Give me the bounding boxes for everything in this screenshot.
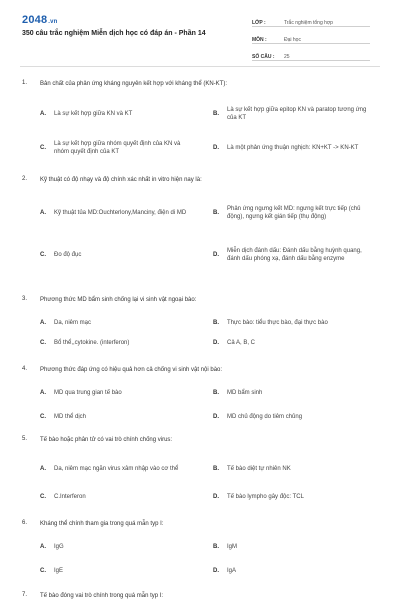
option-d[interactable] [213,134,376,162]
option-text: Đo độ đục [54,251,82,258]
question-text: Tế bào đóng vai trò chính trong quá mẫn typ I: [40,593,164,599]
question-number: 4. [22,366,28,372]
option-text: Da, niêm mạc ngăn virus xâm nhập vào cơ thể [54,465,179,472]
option-letter: D. [213,339,219,346]
option-text: Là sự kết hợp giữa nhóm quyết định của KN và nhóm quyết định của KT [54,140,181,155]
option-text: Là sự kết hợp giữa KN và KT [54,110,133,117]
option-letter: A. [40,543,46,550]
question-number: 1. [22,80,28,86]
option-a[interactable] [40,196,190,230]
question-number: 6. [22,520,28,526]
site-logo[interactable] [22,14,58,26]
option-letter: C. [40,251,46,258]
option-text: IgM [227,543,238,550]
document-title: 350 câu trắc nghiệm Miễn dịch học có đáp án - Phần 14 [22,30,206,37]
option-d[interactable] [213,238,376,272]
option-text: IgG [54,543,64,550]
option-a[interactable] [40,316,190,330]
option-letter: A. [40,209,46,216]
question-number: 5. [22,436,28,442]
option-letter: B. [213,465,219,472]
option-text: Cả A, B, C [227,339,256,346]
option-text: IgE [54,567,64,574]
option-b[interactable] [213,196,376,230]
meta-row-count [252,48,370,61]
question-number: 2. [22,176,28,182]
header-divider [20,66,380,67]
option-b[interactable] [213,456,376,482]
option-text: Phản ứng ngưng kết MD: ngưng kết trực tiếp (chủ động), ngưng kết gián tiếp (thụ động) [227,205,361,220]
option-letter: D. [213,144,219,151]
option-text: IgA [227,567,237,574]
option-letter: D. [213,493,219,500]
question-number: 3. [22,296,28,302]
option-c[interactable] [40,336,190,350]
option-letter: C. [40,339,46,346]
option-text: Là sự kết hợp giữa epitop KN và paratop tương ứng của KT [227,106,367,121]
option-a[interactable] [40,100,190,128]
option-letter: D. [213,567,219,574]
option-d[interactable] [213,336,376,350]
option-b[interactable] [213,100,376,128]
option-text: C.Interferon [54,493,86,500]
meta-row-subject [252,31,370,44]
option-letter: B. [213,389,219,396]
option-text: MD thể dịch [54,413,87,420]
logo-text: 2048 [22,14,48,26]
option-a[interactable] [40,456,190,482]
option-letter: B. [213,543,219,550]
option-d[interactable] [213,490,376,504]
option-letter: A. [40,389,46,396]
question-text: Phương thức đáp ứng có hiệu quả hơn cả chống vi sinh vật nội bào: [40,367,223,373]
option-letter: B. [213,319,219,326]
option-text: Bổ thể,,cytokine. (interferon) [54,339,130,346]
option-letter: D. [213,251,219,258]
logo-tld: .vn [48,19,58,25]
option-b[interactable] [213,386,376,400]
option-text: Tế bào lympho gây độc: TCL [227,493,304,500]
option-text: Tế bào diệt tự nhiên NK [227,465,291,472]
option-letter: C. [40,413,46,420]
option-letter: A. [40,465,46,472]
option-text: Là một phản ứng thuận nghịch: KN+KT -> KN-KT [227,144,359,151]
option-text: Kỹ thuật tủa MD:Ouchterlony,Manciny, điện di MD [54,209,187,216]
meta-label: SỐ CÂU : [252,54,275,60]
question-text: Phương thức MD bẩm sinh chống lại vi sinh vật ngoại bào: [40,297,197,303]
option-text: MD chủ động do tiêm chủng [227,413,303,420]
question-text: Tế bào hoặc phân tử có vai trò chính chống virus: [40,437,173,443]
meta-label: MÔN : [252,37,267,43]
option-d[interactable] [213,564,376,578]
option-a[interactable] [40,540,190,554]
option-letter: C. [40,567,46,574]
option-d[interactable] [213,410,376,424]
meta-value: Đại học [284,37,301,43]
meta-row-class [252,14,370,27]
option-text: MD qua trung gian tế bào [54,389,122,396]
option-a[interactable] [40,386,190,400]
document-meta [252,14,370,65]
option-letter: B. [213,110,219,117]
option-letter: D. [213,413,219,420]
option-letter: B. [213,209,219,216]
option-text: Da, niêm mạc [54,319,92,326]
option-b[interactable] [213,540,376,554]
meta-label: LỚP : [252,20,266,26]
option-letter: C. [40,493,46,500]
option-c[interactable] [40,238,190,272]
option-letter: A. [40,319,46,326]
question-text: Bản chất của phản ứng kháng nguyên kết hợp với kháng thể (KN-KT): [40,81,227,87]
option-c[interactable] [40,490,190,504]
option-letter: C. [40,144,46,151]
option-text: Thực bào: tiểu thực bào, đại thực bào [227,319,328,326]
option-b[interactable] [213,316,376,330]
question-text: Kháng thể chính tham gia trong quá mẫn typ I: [40,521,164,527]
meta-value: Trắc nghiệm tổng hợp [284,20,333,26]
document-header [0,0,400,64]
option-text: Miễn dịch đánh dấu: Đánh dấu bằng huỳnh quang, đánh dấu phóng xạ, đánh dấu bằng enzyme [227,247,362,262]
option-c[interactable] [40,564,190,578]
meta-value: 25 [284,54,290,60]
option-text: MD bẩm sinh [227,389,263,396]
question-text: Kỹ thuật có độ nhạy và độ chính xác nhất in vitro hiện nay là: [40,177,202,183]
option-c[interactable] [40,410,190,424]
option-letter: A. [40,110,46,117]
question-number: 7. [22,592,28,598]
option-c[interactable] [40,134,190,162]
